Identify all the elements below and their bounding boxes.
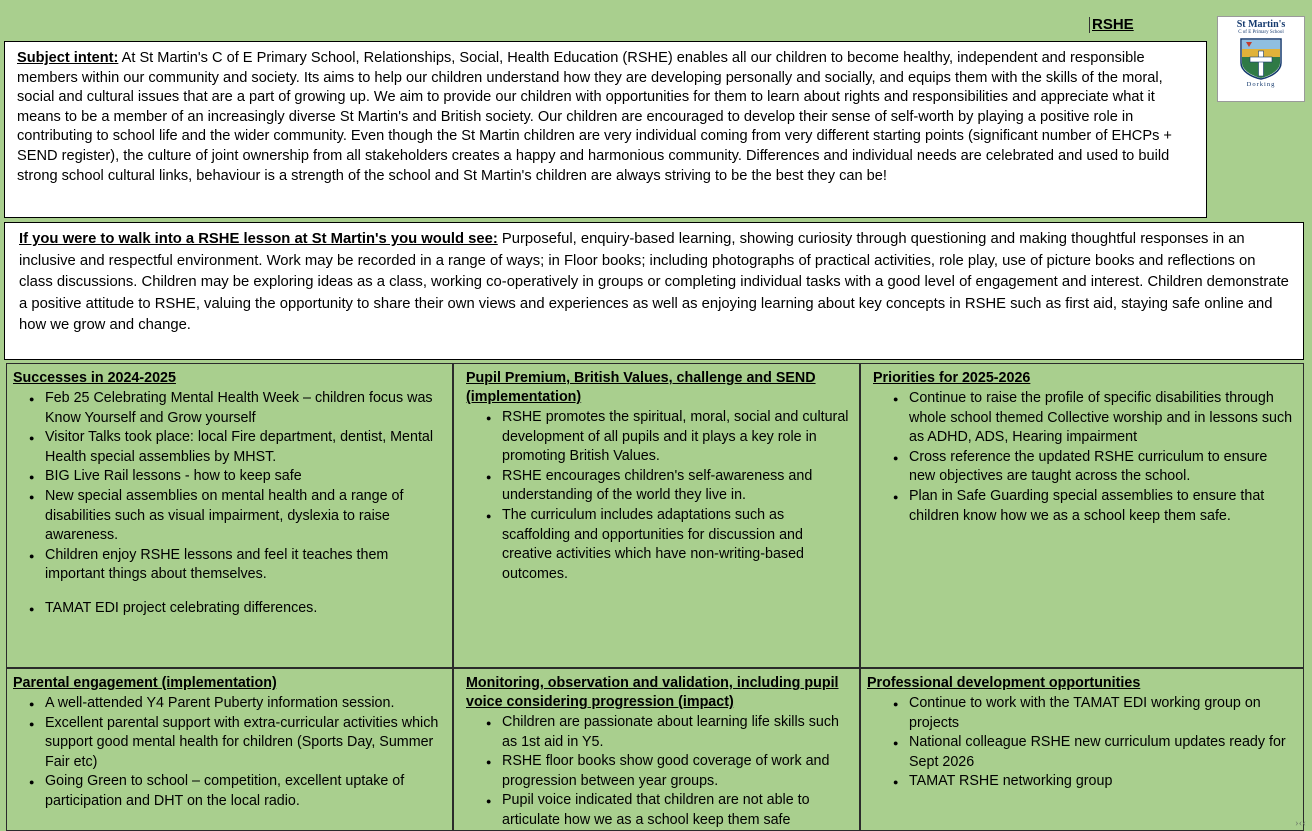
panel-monitoring-title: Monitoring, observation and validation, including pupil voice considering progression (impact) bbox=[466, 675, 839, 710]
list-item: ● Continue to work with the TAMAT EDI working group on projects bbox=[909, 694, 1295, 733]
list-item: ● RSHE promotes the spiritual, moral, social and cultural development of all pupils and it plays a key role in promoting British Values. bbox=[502, 408, 851, 467]
panel-pupil-premium-title: Pupil Premium, British Values, challenge and SEND (implementation) bbox=[466, 370, 816, 405]
document-header bbox=[0, 0, 1312, 38]
walk-in-text bbox=[19, 229, 1291, 337]
list-item: ● Children are passionate about learning life skills such as 1st aid in Y5. bbox=[502, 713, 851, 752]
panel-professional-development-list bbox=[865, 694, 1295, 792]
walk-in-box bbox=[4, 222, 1304, 360]
subject-intent-text bbox=[17, 49, 1196, 186]
panel-parental-engagement bbox=[6, 668, 453, 831]
walk-in-label: If you were to walk into a RSHE lesson at St Martin's you would see: bbox=[19, 231, 498, 247]
panel-monitoring bbox=[453, 668, 860, 831]
panel-parental-engagement-title: Parental engagement (implementation) bbox=[13, 675, 277, 691]
list-item: ● Cross reference the updated RSHE curriculum to ensure new objectives are taught across the school. bbox=[909, 448, 1295, 487]
list-item: ● Feb 25 Celebrating Mental Health Week – children focus was Know Yourself and Grow yourself bbox=[45, 389, 444, 428]
panel-parental-engagement-list bbox=[11, 694, 444, 812]
crest-icon bbox=[1238, 37, 1284, 81]
school-logo bbox=[1217, 16, 1305, 102]
list-item: ● RSHE encourages children's self-awareness and understanding of the world they live in. bbox=[502, 467, 851, 506]
panel-grid bbox=[6, 363, 1304, 831]
panel-professional-development-title: Professional development opportunities bbox=[867, 675, 1141, 691]
panel-successes-title: Successes in 2024-2025 bbox=[13, 370, 176, 386]
panel-pupil-premium bbox=[453, 363, 860, 668]
list-item: ● Going Green to school – competition, excellent uptake of participation and DHT on the local radio. bbox=[45, 772, 444, 811]
subject-intent-box bbox=[4, 41, 1207, 218]
panel-priorities bbox=[860, 363, 1304, 668]
list-item: ● BIG Live Rail lessons - how to keep safe bbox=[45, 467, 444, 487]
panel-successes-list bbox=[11, 389, 444, 619]
panel-priorities-list bbox=[865, 389, 1295, 526]
logo-school-name: St Martin's bbox=[1236, 19, 1286, 30]
list-item: ● National colleague RSHE new curriculum updates ready for Sept 2026 bbox=[909, 733, 1295, 772]
list-item: ● Continue to raise the profile of specific disabilities through whole school themed Collective worship and in lessons such as ADHD, ADS, Hearing impairment bbox=[909, 389, 1295, 448]
list-item: ● TAMAT EDI project celebrating differences. bbox=[45, 599, 444, 619]
walk-in-body: Purposeful, enquiry-based learning, showing curiosity through questioning and making thoughtful responses in an inclusive and respectful environment. Work may be recorded in a range of ways; in Floor books; including photographs of practical activities, role play, use of picture books and reflections on class discussions. Children may be exploring ideas as a class, working co-operatively in groups or completing individual tasks with a good level of engagement and interest. Children demonstrate a positive attitude to RSHE, valuing the opportunity to share their own views and experiences as well as enjoying learning about key concepts in RSHE such as first aid, staying safe online and how we grow and change. bbox=[19, 231, 1289, 333]
list-item: ● New special assemblies on mental health and a range of disabilities such as visual impairment, dyslexia to raise awareness. bbox=[45, 487, 444, 546]
list-item: ● Plan in Safe Guarding special assemblies to ensure that children know how we as a school keep them safe. bbox=[909, 487, 1295, 526]
list-item: ● RSHE floor books show good coverage of work and progression between year groups. bbox=[502, 752, 851, 791]
panel-pupil-premium-list bbox=[458, 408, 851, 584]
subject-intent-label: Subject intent: bbox=[17, 50, 119, 66]
list-item: ● TAMAT RSHE networking group bbox=[909, 772, 1295, 792]
subject-intent-body: At St Martin's C of E Primary School, Relationships, Social, Health Education (RSHE) enables all our children to become healthy, independent and responsible members within our community and society. Its aims to help our children understand how they are developing personally and socially, and equips them with the skills of the moral, social and cultural issues that are a part of growing up. We aim to provide our children with opportunities for them to learn about rights and responsibilities and appreciate what it means to be a member of an increasingly diverse St Martin's and British society. Our children are encouraged to develop their sense of self-worth by playing a positive role in contributing to school life and the wider community. Even though the St Martin children are very individual coming from very different starting points (significant number of EHCPs + SEND register), the culture of joint ownership from all stakeholders creates a happy and harmonious community. Differences and individual needs are celebrated and used to build strong school cultural links, behaviour is a strength of the school and St Martin's children are always striving to be the best they can be! bbox=[17, 50, 1172, 184]
list-item: ● Excellent parental support with extra-curricular activities which support good mental health for children (Sports Day, Summer Fair etc) bbox=[45, 714, 444, 773]
list-item: ● A well-attended Y4 Parent Puberty information session. bbox=[45, 694, 444, 714]
list-item: ● Children enjoy RSHE lessons and feel it teaches them important things about themselves. bbox=[45, 546, 444, 585]
logo-school-subtitle: C of E Primary School bbox=[1238, 30, 1284, 35]
panel-priorities-title: Priorities for 2025-2026 bbox=[873, 370, 1031, 386]
panel-successes bbox=[6, 363, 453, 668]
list-item: ● Pupil voice indicated that children are not able to articulate how we as a school keep them safe bbox=[502, 791, 851, 830]
signature-mark: ›‹‹ bbox=[1295, 817, 1306, 829]
list-item: ● The curriculum includes adaptations such as scaffolding and opportunities for discussion and creative activities which have non-writing-based outcomes. bbox=[502, 506, 851, 584]
list-item: ● Visitor Talks took place: local Fire department, dentist, Mental Health special assemblies by MHST. bbox=[45, 428, 444, 467]
panel-professional-development bbox=[860, 668, 1304, 831]
panel-monitoring-list bbox=[458, 713, 851, 831]
page-title: RSHE bbox=[1089, 17, 1134, 33]
logo-location: Dorking bbox=[1246, 81, 1276, 88]
